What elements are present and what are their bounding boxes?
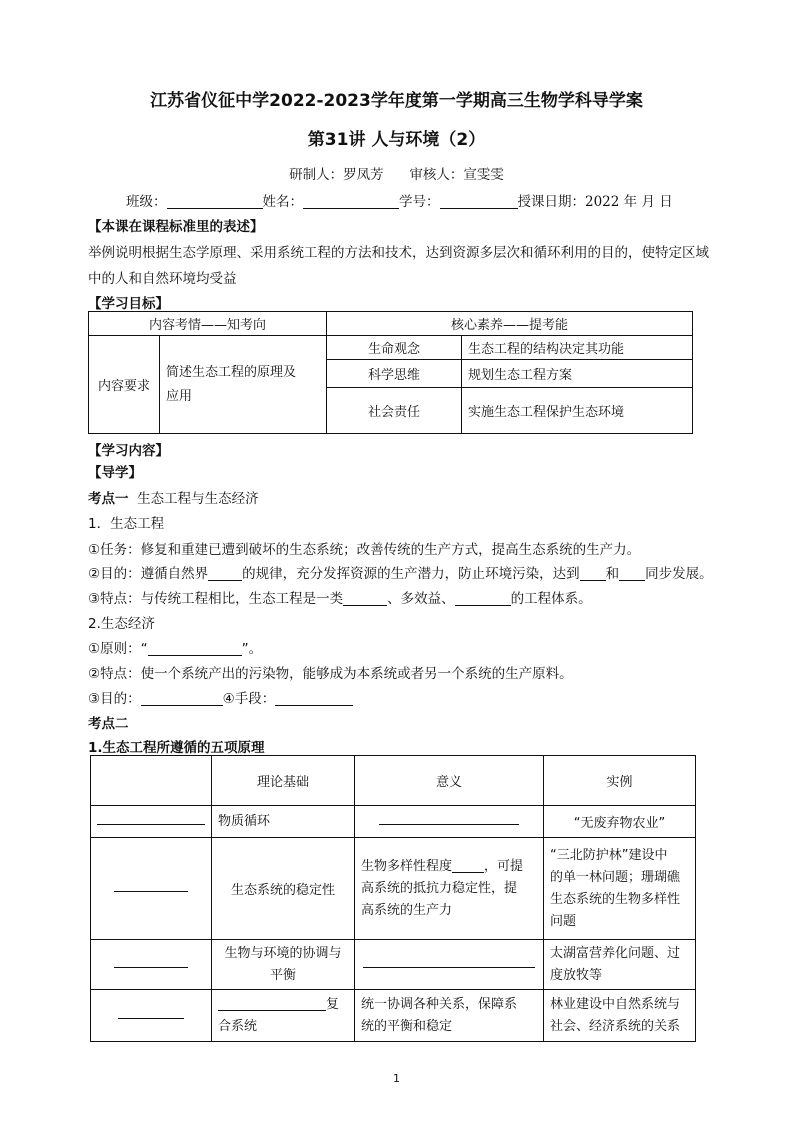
principle-name-blank: [91, 838, 212, 940]
principles-header-empty: [91, 756, 212, 806]
guide-heading: 【导学】: [88, 465, 142, 481]
principle-name-blank: [91, 806, 212, 838]
goals-col1-header: 内容考情——知考向: [89, 312, 327, 336]
goal-text-c: 和: [605, 566, 620, 582]
goals-table: [88, 311, 693, 434]
principle-meaning: [355, 838, 544, 940]
principle-example: [544, 940, 696, 990]
page-number: 1: [393, 1072, 400, 1085]
goals-col2-header: 核心素养——提考能: [327, 312, 693, 336]
date-label: 授课日期：2022 年 月 日: [517, 194, 673, 210]
principle-meaning: [355, 990, 544, 1042]
goal-text-d: 同步发展。: [645, 566, 713, 582]
document-title: 江苏省仪征中学2022-2023学年度第一学期高三生物学科导学案: [150, 91, 643, 111]
content-requirement-text: [160, 336, 327, 434]
example-text: 问题: [550, 913, 577, 929]
principle-text-a: ①原则：“: [88, 641, 148, 657]
section1-title: 1．生态工程: [88, 516, 165, 532]
name-label: 姓名：: [262, 194, 303, 210]
task-line: ①任务：修复和重建已遭到破坏的生态系统；改善传统的生产方式，提高生态系统的生产力。: [88, 542, 641, 558]
principle-name-blank: [91, 940, 212, 990]
goal-text-a: ②目的：遵循自然界: [88, 566, 209, 582]
meaning-text: ，可提: [484, 858, 524, 874]
literacy-key: 社会责任: [327, 388, 462, 434]
principle-basis: 物质循环: [212, 806, 355, 838]
meaning-text: 统的平衡和稳定: [361, 1018, 453, 1034]
principle-name-blank: [91, 990, 212, 1042]
example-text: 生态系统的生物多样性: [550, 891, 681, 907]
fill-blank: [379, 823, 519, 825]
principle-basis: [212, 990, 355, 1042]
literacy-key: 生命观念: [327, 336, 462, 360]
example-text: 度放牧等: [550, 967, 603, 983]
fill-blank: [114, 890, 188, 892]
content-heading: 【学习内容】: [88, 443, 169, 459]
content-requirement-label: 内容要求: [89, 336, 160, 434]
principle-basis: 生态系统的稳定性: [212, 838, 355, 940]
literacy-key: 科学思维: [327, 360, 462, 388]
example-text: 的单一林问题；珊瑚礁: [550, 869, 681, 885]
principles-header-example: 实例: [544, 756, 696, 806]
meaning-text: 高系统的生产力: [361, 902, 453, 918]
id-label: 学号：: [399, 194, 440, 210]
fill-blank: [619, 566, 645, 581]
kp2-label: 考点二: [88, 716, 129, 732]
feature-text-a: ③特点：与传统工程相比，生态工程是一类: [88, 591, 344, 607]
principle-example: “无废弃物农业”: [544, 806, 696, 838]
principle-text-b: ”。: [241, 641, 263, 657]
five-principles-title: [88, 736, 265, 756]
standard-heading: 【本课在课程标准里的表述】: [88, 219, 264, 235]
literacy-value: 实施生态工程保护生态环境: [462, 388, 693, 434]
literacy-value: 规划生态工程方案: [462, 360, 693, 388]
class-blank: [167, 194, 263, 209]
kp1-title: 生态工程与生态经济: [137, 491, 259, 507]
fill-blank: [452, 858, 484, 873]
fill-blank: [141, 691, 223, 706]
means-label: ④手段：: [222, 691, 276, 707]
lesson-title: 第31讲 人与环境（2）: [307, 130, 486, 150]
principle-line: [88, 637, 262, 657]
meaning-text: 生物多样性程度: [361, 858, 453, 874]
basis-text: 合系统: [218, 1018, 258, 1034]
principle-meaning-blank: [355, 806, 544, 838]
student-info-line: [126, 190, 673, 210]
meaning-text: 统一协调各种关系，保障系: [361, 996, 518, 1012]
example-text: 林业建设中自然系统与: [550, 996, 681, 1012]
fill-blank: [118, 1017, 184, 1019]
fill-blank: [275, 691, 353, 706]
literacy-value: 生态工程的结构决定其功能: [462, 336, 693, 360]
req-text-line2: 应用: [166, 388, 193, 404]
feature-text-c: 的工程体系。: [510, 591, 592, 607]
example-text: 社会、经济系统的关系: [550, 1018, 681, 1034]
class-label: 班级：: [126, 194, 167, 210]
req-text-line1: 简述生态工程的原理及: [166, 364, 297, 380]
principle-basis: [212, 940, 355, 990]
trait-line: ②特点：使一个系统产出的污染物，能够成为本系统或者另一个系统的生产原料。: [88, 666, 573, 682]
principle-example: [544, 838, 696, 940]
standard-text-line2: 中的人和自然环境均受益: [88, 271, 237, 287]
fill-blank: [218, 996, 326, 1011]
fill-blank: [455, 591, 511, 606]
principles-header-basis: 理论基础: [212, 756, 355, 806]
fill-blank: [343, 591, 387, 606]
basis-text: 平衡: [269, 967, 296, 983]
standard-text-line1: 举例说明根据生态学原理、采用系统工程的方法和技术，达到资源多层次和循环利用的目的，使特定区域: [88, 245, 709, 261]
example-text: 太湖富营养化问题、过: [550, 945, 681, 961]
five-principles-title-text: 1.生态工程所遵循的五项原理: [88, 740, 265, 756]
feature-text-b: 、多效益、: [387, 591, 455, 607]
principles-header-meaning: 意义: [355, 756, 544, 806]
kp1-label: 考点一: [88, 491, 129, 507]
principles-table: [90, 755, 696, 1042]
fill-blank: [580, 566, 606, 581]
section2-title: 2.生态经济: [88, 616, 155, 632]
goal-text-b: 的规律，充分发挥资源的生产潜力，防止环境污染，达到: [242, 566, 580, 582]
fill-blank: [148, 641, 242, 656]
purpose-label: ③目的：: [88, 691, 141, 707]
goal-line: [88, 562, 713, 582]
principle-meaning-blank: [355, 940, 544, 990]
purpose-means-line: [88, 687, 353, 707]
kp1-line: [88, 487, 259, 507]
fill-blank: [363, 966, 535, 968]
basis-text: 生物与环境的协调与: [224, 945, 342, 961]
fill-blank: [208, 566, 242, 581]
meaning-text: 高系统的抵抗力稳定性，提: [361, 880, 518, 896]
principle-example: [544, 990, 696, 1042]
feature-line: [88, 587, 592, 607]
fill-blank: [97, 823, 205, 825]
id-blank: [440, 194, 518, 209]
example-text: “三北防护林”建设中: [550, 847, 668, 863]
goals-heading: 【学习目标】: [88, 296, 169, 312]
name-blank: [303, 194, 399, 209]
fill-blank: [114, 966, 188, 968]
basis-text: 复: [326, 996, 340, 1012]
authors-line: 研制人：罗凤芳 审核人：宣雯雯: [289, 167, 504, 183]
